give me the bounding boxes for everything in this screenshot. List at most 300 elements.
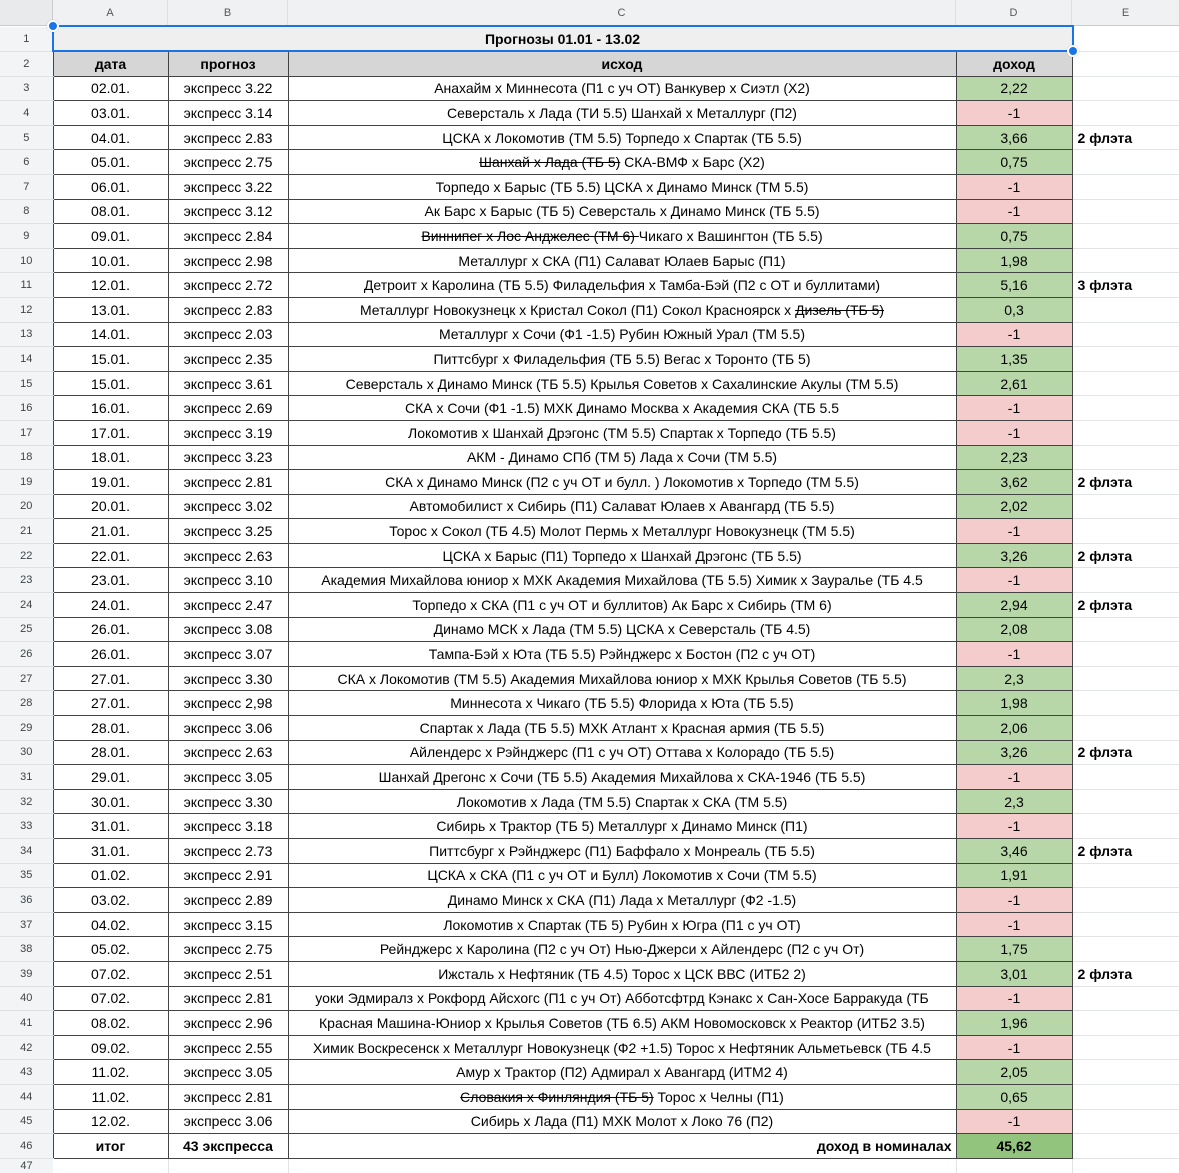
forecast-cell[interactable]: экспресс 2.96 [168, 1011, 288, 1036]
row-header-26[interactable]: 26 [0, 642, 53, 667]
forecast-cell[interactable]: экспресс 3.25 [168, 519, 288, 544]
forecast-cell[interactable]: экспресс 3.10 [168, 568, 288, 593]
forecast-cell[interactable]: экспресс 3.02 [168, 494, 288, 519]
income-cell[interactable]: 0,3 [956, 297, 1072, 322]
note-cell[interactable]: 2 флэта [1072, 125, 1179, 150]
cell-e-empty[interactable] [1072, 1035, 1179, 1060]
forecast-cell[interactable]: экспресс 3.05 [168, 1060, 288, 1085]
cell-e-empty[interactable] [1072, 937, 1179, 962]
income-cell[interactable]: 2,22 [956, 76, 1072, 101]
cell-e-empty[interactable] [1072, 1109, 1179, 1134]
cell-e-empty[interactable] [1072, 150, 1179, 175]
column-header-d[interactable]: D [956, 0, 1072, 25]
forecast-cell[interactable]: экспресс 2.81 [168, 1084, 288, 1109]
income-cell[interactable]: -1 [956, 420, 1072, 445]
income-cell[interactable]: 2,08 [956, 617, 1072, 642]
date-cell[interactable]: 10.01. [53, 248, 168, 273]
cell-d47[interactable] [956, 1158, 1072, 1173]
outcome-cell[interactable] [288, 593, 956, 618]
cell-e-empty[interactable] [1072, 1084, 1179, 1109]
row-header-5[interactable]: 5 [0, 125, 53, 150]
total-caption-cell[interactable]: доход в номиналах [288, 1134, 956, 1159]
income-cell[interactable]: 3,26 [956, 543, 1072, 568]
date-cell[interactable]: 01.02. [53, 863, 168, 888]
forecast-cell[interactable]: экспресс 2.98 [168, 248, 288, 273]
header-forecast[interactable]: прогноз [168, 52, 288, 77]
income-cell[interactable]: 2,02 [956, 494, 1072, 519]
row-header-28[interactable]: 28 [0, 691, 53, 716]
income-cell[interactable]: -1 [956, 568, 1072, 593]
income-cell[interactable]: 1,98 [956, 248, 1072, 273]
cell-e-empty[interactable] [1072, 174, 1179, 199]
selection-handle-bottom-right[interactable] [1067, 45, 1079, 57]
income-cell[interactable]: 2,3 [956, 666, 1072, 691]
row-header-44[interactable]: 44 [0, 1084, 53, 1109]
outcome-cell[interactable] [288, 863, 956, 888]
outcome-cell[interactable] [288, 666, 956, 691]
date-cell[interactable]: 12.02. [53, 1109, 168, 1134]
row-header-19[interactable]: 19 [0, 470, 53, 495]
outcome-cell[interactable] [288, 814, 956, 839]
outcome-cell[interactable] [288, 1084, 956, 1109]
income-cell[interactable]: -1 [956, 1035, 1072, 1060]
column-header-c[interactable]: C [288, 0, 956, 25]
date-cell[interactable]: 07.02. [53, 986, 168, 1011]
row-header-27[interactable]: 27 [0, 666, 53, 691]
table-row [0, 125, 1179, 150]
income-cell[interactable]: 3,01 [956, 961, 1072, 986]
date-cell[interactable]: 07.02. [53, 961, 168, 986]
forecast-cell[interactable]: экспресс 2,98 [168, 691, 288, 716]
row-header-38[interactable]: 38 [0, 937, 53, 962]
income-cell[interactable]: 1,75 [956, 937, 1072, 962]
forecast-cell[interactable]: экспресс 3.14 [168, 101, 288, 126]
row-header-11[interactable]: 11 [0, 273, 53, 298]
forecast-cell[interactable]: экспресс 2.35 [168, 347, 288, 372]
outcome-cell[interactable] [288, 297, 956, 322]
outcome-cell[interactable] [288, 937, 956, 962]
date-cell[interactable]: 06.01. [53, 174, 168, 199]
forecast-cell[interactable]: экспресс 2.81 [168, 986, 288, 1011]
row-header-43[interactable]: 43 [0, 1060, 53, 1085]
income-cell[interactable]: -1 [956, 765, 1072, 790]
date-cell[interactable]: 03.02. [53, 888, 168, 913]
outcome-cell[interactable] [288, 986, 956, 1011]
date-cell[interactable]: 20.01. [53, 494, 168, 519]
cell-e-empty[interactable] [1072, 445, 1179, 470]
forecast-cell[interactable]: экспресс 2.51 [168, 961, 288, 986]
outcome-cell[interactable] [288, 248, 956, 273]
cell-e-empty[interactable] [1072, 494, 1179, 519]
select-all-corner[interactable] [0, 0, 53, 25]
forecast-cell[interactable]: экспресс 2.03 [168, 322, 288, 347]
row-header-37[interactable]: 37 [0, 912, 53, 937]
table-row [0, 617, 1179, 642]
table-row [0, 543, 1179, 568]
forecast-cell[interactable]: экспресс 3.22 [168, 76, 288, 101]
date-cell[interactable]: 14.01. [53, 322, 168, 347]
row-header-3[interactable]: 3 [0, 76, 53, 101]
forecast-cell[interactable]: экспресс 2.55 [168, 1035, 288, 1060]
cell-e-empty[interactable] [1072, 519, 1179, 544]
income-cell[interactable]: 1,91 [956, 863, 1072, 888]
outcome-cell[interactable] [288, 1011, 956, 1036]
row-header-4[interactable]: 4 [0, 101, 53, 126]
row-header-23[interactable]: 23 [0, 568, 53, 593]
outcome-cell[interactable] [288, 322, 956, 347]
cell-e1[interactable] [1072, 27, 1179, 52]
cell-e-empty[interactable] [1072, 789, 1179, 814]
income-cell[interactable]: 2,61 [956, 371, 1072, 396]
forecast-cell[interactable]: экспресс 2.91 [168, 863, 288, 888]
outcome-cell[interactable] [288, 1060, 956, 1085]
date-cell[interactable]: 22.01. [53, 543, 168, 568]
date-cell[interactable]: 12.01. [53, 273, 168, 298]
cell-e-empty[interactable] [1072, 617, 1179, 642]
outcome-cell[interactable] [288, 888, 956, 913]
date-cell[interactable]: 29.01. [53, 765, 168, 790]
outcome-cell[interactable] [288, 519, 956, 544]
outcome-cell[interactable] [288, 740, 956, 765]
cell-a47[interactable] [53, 1158, 168, 1173]
row-header-42[interactable]: 42 [0, 1035, 53, 1060]
note-cell[interactable]: 2 флэта [1072, 470, 1179, 495]
cell-e-empty[interactable] [1072, 1060, 1179, 1085]
sheet-title-cell[interactable]: Прогнозы 01.01 - 13.02 [53, 27, 1072, 52]
date-cell[interactable]: 05.01. [53, 150, 168, 175]
forecast-cell[interactable]: экспресс 2.81 [168, 470, 288, 495]
income-cell[interactable]: 2,3 [956, 789, 1072, 814]
forecast-cell[interactable]: экспресс 3.08 [168, 617, 288, 642]
income-cell[interactable]: 0,75 [956, 150, 1072, 175]
forecast-cell[interactable]: экспресс 3.22 [168, 174, 288, 199]
forecast-cell[interactable]: экспресс 2.73 [168, 839, 288, 864]
cell-e-empty[interactable] [1072, 1011, 1179, 1036]
date-cell[interactable]: 30.01. [53, 789, 168, 814]
forecast-cell[interactable]: экспресс 3.18 [168, 814, 288, 839]
row-header-14[interactable]: 14 [0, 347, 53, 372]
income-cell[interactable]: -1 [956, 1109, 1072, 1134]
cell-c47[interactable] [288, 1158, 956, 1173]
date-cell[interactable]: 09.02. [53, 1035, 168, 1060]
outcome-cell[interactable] [288, 224, 956, 249]
date-cell[interactable]: 04.02. [53, 912, 168, 937]
table-row [0, 519, 1179, 544]
cell-e-empty[interactable] [1072, 888, 1179, 913]
forecast-cell[interactable]: экспресс 2.75 [168, 937, 288, 962]
income-cell[interactable]: 1,35 [956, 347, 1072, 372]
note-cell[interactable]: 2 флэта [1072, 839, 1179, 864]
row-header-45[interactable]: 45 [0, 1109, 53, 1134]
column-header-e[interactable]: E [1121, 6, 1130, 19]
header-income[interactable]: доход [956, 52, 1072, 77]
forecast-cell[interactable]: экспресс 3.30 [168, 789, 288, 814]
row-header-35[interactable]: 35 [0, 863, 53, 888]
table-row [0, 716, 1179, 741]
row-header-8[interactable]: 8 [0, 199, 53, 224]
forecast-cell[interactable]: экспресс 2.83 [168, 125, 288, 150]
forecast-cell[interactable]: экспресс 2.69 [168, 396, 288, 421]
outcome-cell[interactable] [288, 420, 956, 445]
date-cell[interactable]: 28.01. [53, 740, 168, 765]
cell-e46[interactable] [1072, 1134, 1179, 1159]
forecast-cell[interactable]: экспресс 2.72 [168, 273, 288, 298]
outcome-cell[interactable] [288, 765, 956, 790]
row-header-7[interactable]: 7 [0, 174, 53, 199]
outcome-cell[interactable] [288, 150, 956, 175]
cell-e-empty[interactable] [1072, 814, 1179, 839]
outcome-cell[interactable] [288, 789, 956, 814]
row-header-2[interactable]: 2 [0, 52, 53, 77]
forecast-cell[interactable]: экспресс 3.12 [168, 199, 288, 224]
cell-e-empty[interactable] [1072, 642, 1179, 667]
forecast-cell[interactable]: экспресс 3.05 [168, 765, 288, 790]
income-cell[interactable]: 3,46 [956, 839, 1072, 864]
outcome-cell[interactable] [288, 101, 956, 126]
cell-e2[interactable] [1072, 52, 1179, 77]
cell-e-empty[interactable] [1072, 101, 1179, 126]
outcome-cell[interactable] [288, 568, 956, 593]
income-cell[interactable]: 2,05 [956, 1060, 1072, 1085]
outcome-cell[interactable] [288, 642, 956, 667]
row-header-47[interactable]: 47 [0, 1158, 53, 1173]
income-cell[interactable]: 3,66 [956, 125, 1072, 150]
empty-row [0, 1158, 1179, 1173]
cell-e47[interactable] [1072, 1158, 1179, 1173]
date-cell[interactable]: 27.01. [53, 691, 168, 716]
date-cell[interactable]: 24.01. [53, 593, 168, 618]
row-header-12[interactable]: 12 [0, 297, 53, 322]
cell-e-empty[interactable] [1072, 347, 1179, 372]
date-cell[interactable]: 31.01. [53, 814, 168, 839]
income-cell[interactable]: 0,65 [956, 1084, 1072, 1109]
date-cell[interactable]: 23.01. [53, 568, 168, 593]
outcome-text: Торпедо х Барыс (ТБ 5.5) ЦСКА х Динамо Минск (ТМ 5.5) [435, 178, 809, 195]
row-header-31[interactable]: 31 [0, 765, 53, 790]
cell-e-empty[interactable] [1072, 765, 1179, 790]
forecast-cell[interactable]: экспресс 2.63 [168, 543, 288, 568]
row-header-24[interactable]: 24 [0, 593, 53, 618]
outcome-text: Чикаго х Вашингтон (ТБ 5.5) [638, 227, 823, 244]
income-cell[interactable]: 1,96 [956, 1011, 1072, 1036]
date-cell[interactable]: 13.01. [53, 297, 168, 322]
date-cell[interactable]: 03.01. [53, 101, 168, 126]
income-cell[interactable]: 5,16 [956, 273, 1072, 298]
outcome-cell[interactable] [288, 543, 956, 568]
row-header-25[interactable]: 25 [0, 617, 53, 642]
row-header-6[interactable]: 6 [0, 150, 53, 175]
income-cell[interactable]: 2,94 [956, 593, 1072, 618]
row-header-32[interactable]: 32 [0, 789, 53, 814]
date-cell[interactable]: 19.01. [53, 470, 168, 495]
column-header-b[interactable]: B [168, 0, 288, 25]
cell-e-empty[interactable] [1072, 691, 1179, 716]
outcome-cell[interactable] [288, 839, 956, 864]
row-header-46[interactable]: 46 [0, 1134, 53, 1159]
forecast-cell[interactable]: экспресс 3.15 [168, 912, 288, 937]
table-row [0, 248, 1179, 273]
income-cell[interactable]: -1 [956, 888, 1072, 913]
forecast-cell[interactable]: экспресс 2.89 [168, 888, 288, 913]
row-header-29[interactable]: 29 [0, 716, 53, 741]
income-cell[interactable]: 3,62 [956, 470, 1072, 495]
date-cell[interactable]: 11.02. [53, 1084, 168, 1109]
row-header-21[interactable]: 21 [0, 519, 53, 544]
forecast-cell[interactable]: экспресс 2.84 [168, 224, 288, 249]
row-header-22[interactable]: 22 [0, 543, 53, 568]
outcome-cell[interactable] [288, 691, 956, 716]
outcome-cell[interactable] [288, 1109, 956, 1134]
note-cell[interactable]: 3 флэта [1072, 273, 1179, 298]
row-header-39[interactable]: 39 [0, 961, 53, 986]
date-cell[interactable]: 02.01. [53, 76, 168, 101]
income-cell[interactable]: -1 [956, 986, 1072, 1011]
income-cell[interactable]: -1 [956, 519, 1072, 544]
row-header-1[interactable]: 1 [0, 27, 53, 52]
date-cell[interactable]: 27.01. [53, 666, 168, 691]
date-cell[interactable]: 15.01. [53, 347, 168, 372]
outcome-cell[interactable] [288, 371, 956, 396]
date-cell[interactable]: 16.01. [53, 396, 168, 421]
forecast-cell[interactable]: экспресс 3.19 [168, 420, 288, 445]
date-cell[interactable]: 09.01. [53, 224, 168, 249]
note-cell[interactable]: 2 флэта [1072, 961, 1179, 986]
total-count-cell[interactable]: 43 экспресса [168, 1134, 288, 1159]
note-cell[interactable]: 2 флэта [1072, 740, 1179, 765]
income-cell[interactable]: 1,98 [956, 691, 1072, 716]
outcome-cell[interactable] [288, 199, 956, 224]
note-cell[interactable]: 2 флэта [1072, 543, 1179, 568]
outcome-cell[interactable] [288, 125, 956, 150]
outcome-cell[interactable] [288, 470, 956, 495]
date-cell[interactable]: 26.01. [53, 642, 168, 667]
date-cell[interactable]: 05.02. [53, 937, 168, 962]
outcome-text: Ак Барс х Барыс (ТБ 5) Северсталь х Динамо Минск (ТБ 5.5) [424, 203, 820, 220]
date-cell[interactable]: 04.01. [53, 125, 168, 150]
outcome-text: Рейнджерс х Каролина (П2 с уч От) Нью-Джерси х Айлендерс (П2 с уч От) [379, 941, 865, 958]
date-cell[interactable]: 11.02. [53, 1060, 168, 1085]
outcome-cell[interactable] [288, 617, 956, 642]
cell-e-empty[interactable] [1072, 371, 1179, 396]
cell-e-empty[interactable] [1072, 224, 1179, 249]
income-cell[interactable]: 0,75 [956, 224, 1072, 249]
cell-e-empty[interactable] [1072, 716, 1179, 741]
row-header-15[interactable]: 15 [0, 371, 53, 396]
row-header-18[interactable]: 18 [0, 445, 53, 470]
date-cell[interactable]: 31.01. [53, 839, 168, 864]
selection-handle-top-left[interactable] [47, 20, 59, 32]
forecast-cell[interactable]: экспресс 3.23 [168, 445, 288, 470]
outcome-cell[interactable] [288, 174, 956, 199]
cell-e-empty[interactable] [1072, 863, 1179, 888]
outcome-cell[interactable] [288, 273, 956, 298]
forecast-cell[interactable]: экспресс 2.63 [168, 740, 288, 765]
income-cell[interactable]: -1 [956, 322, 1072, 347]
income-cell[interactable]: -1 [956, 101, 1072, 126]
forecast-cell[interactable]: экспресс 2.75 [168, 150, 288, 175]
cell-e-empty[interactable] [1072, 420, 1179, 445]
row-header-10[interactable]: 10 [0, 248, 53, 273]
outcome-cell[interactable] [288, 716, 956, 741]
forecast-cell[interactable]: экспресс 3.30 [168, 666, 288, 691]
date-cell[interactable]: 15.01. [53, 371, 168, 396]
income-cell[interactable]: -1 [956, 174, 1072, 199]
income-cell[interactable]: 2,06 [956, 716, 1072, 741]
date-cell[interactable]: 17.01. [53, 420, 168, 445]
forecast-cell[interactable]: экспресс 2.47 [168, 593, 288, 618]
cell-e-empty[interactable] [1072, 986, 1179, 1011]
column-header-a[interactable]: A [53, 0, 168, 25]
outcome-cell[interactable] [288, 396, 956, 421]
date-cell[interactable]: 28.01. [53, 716, 168, 741]
cell-b47[interactable] [168, 1158, 288, 1173]
date-cell[interactable]: 08.01. [53, 199, 168, 224]
outcome-cell[interactable] [288, 445, 956, 470]
note-cell[interactable]: 2 флэта [1072, 593, 1179, 618]
outcome-text: Динамо МСК х Лада (ТМ 5.5) ЦСКА х Северсталь (ТБ 4.5) [433, 621, 811, 638]
total-value-cell[interactable]: 45,62 [956, 1134, 1072, 1159]
date-cell[interactable]: 21.01. [53, 519, 168, 544]
income-cell[interactable]: -1 [956, 199, 1072, 224]
income-cell[interactable]: 2,23 [956, 445, 1072, 470]
row-header-13[interactable]: 13 [0, 322, 53, 347]
income-cell[interactable]: -1 [956, 912, 1072, 937]
row-header-41[interactable]: 41 [0, 1011, 53, 1036]
date-cell[interactable]: 08.02. [53, 1011, 168, 1036]
outcome-cell[interactable] [288, 347, 956, 372]
forecast-cell[interactable]: экспресс 3.06 [168, 716, 288, 741]
forecast-cell[interactable]: экспресс 3.06 [168, 1109, 288, 1134]
cell-e-empty[interactable] [1072, 396, 1179, 421]
row-header-9[interactable]: 9 [0, 224, 53, 249]
forecast-cell[interactable]: экспресс 3.61 [168, 371, 288, 396]
income-cell[interactable]: 3,26 [956, 740, 1072, 765]
cell-e-empty[interactable] [1072, 568, 1179, 593]
total-label-cell[interactable]: итог [53, 1134, 168, 1159]
income-cell[interactable]: -1 [956, 642, 1072, 667]
income-cell[interactable]: -1 [956, 396, 1072, 421]
income-cell[interactable]: -1 [956, 814, 1072, 839]
row-header-20[interactable]: 20 [0, 494, 53, 519]
header-date[interactable]: дата [53, 52, 168, 77]
cell-e-empty[interactable] [1072, 322, 1179, 347]
forecast-cell[interactable]: экспресс 3.07 [168, 642, 288, 667]
row-header-16[interactable]: 16 [0, 396, 53, 421]
row-header-17[interactable]: 17 [0, 420, 53, 445]
row-header-34[interactable]: 34 [0, 839, 53, 864]
header-outcome[interactable]: исход [288, 52, 956, 77]
table-row [0, 1060, 1179, 1085]
outcome-cell[interactable] [288, 1035, 956, 1060]
cell-e-empty[interactable] [1072, 199, 1179, 224]
cell-e-empty[interactable] [1072, 248, 1179, 273]
cell-e-empty[interactable] [1072, 912, 1179, 937]
forecast-cell[interactable]: экспресс 2.83 [168, 297, 288, 322]
date-cell[interactable]: 26.01. [53, 617, 168, 642]
date-cell[interactable]: 18.01. [53, 445, 168, 470]
cell-e-empty[interactable] [1072, 666, 1179, 691]
cell-e-empty[interactable] [1072, 76, 1179, 101]
cell-e-empty[interactable] [1072, 297, 1179, 322]
row-header-30[interactable]: 30 [0, 740, 53, 765]
outcome-cell[interactable] [288, 76, 956, 101]
outcome-cell[interactable] [288, 912, 956, 937]
row-header-33[interactable]: 33 [0, 814, 53, 839]
row-header-36[interactable]: 36 [0, 888, 53, 913]
outcome-cell[interactable] [288, 494, 956, 519]
row-header-40[interactable]: 40 [0, 986, 53, 1011]
outcome-cell[interactable] [288, 961, 956, 986]
